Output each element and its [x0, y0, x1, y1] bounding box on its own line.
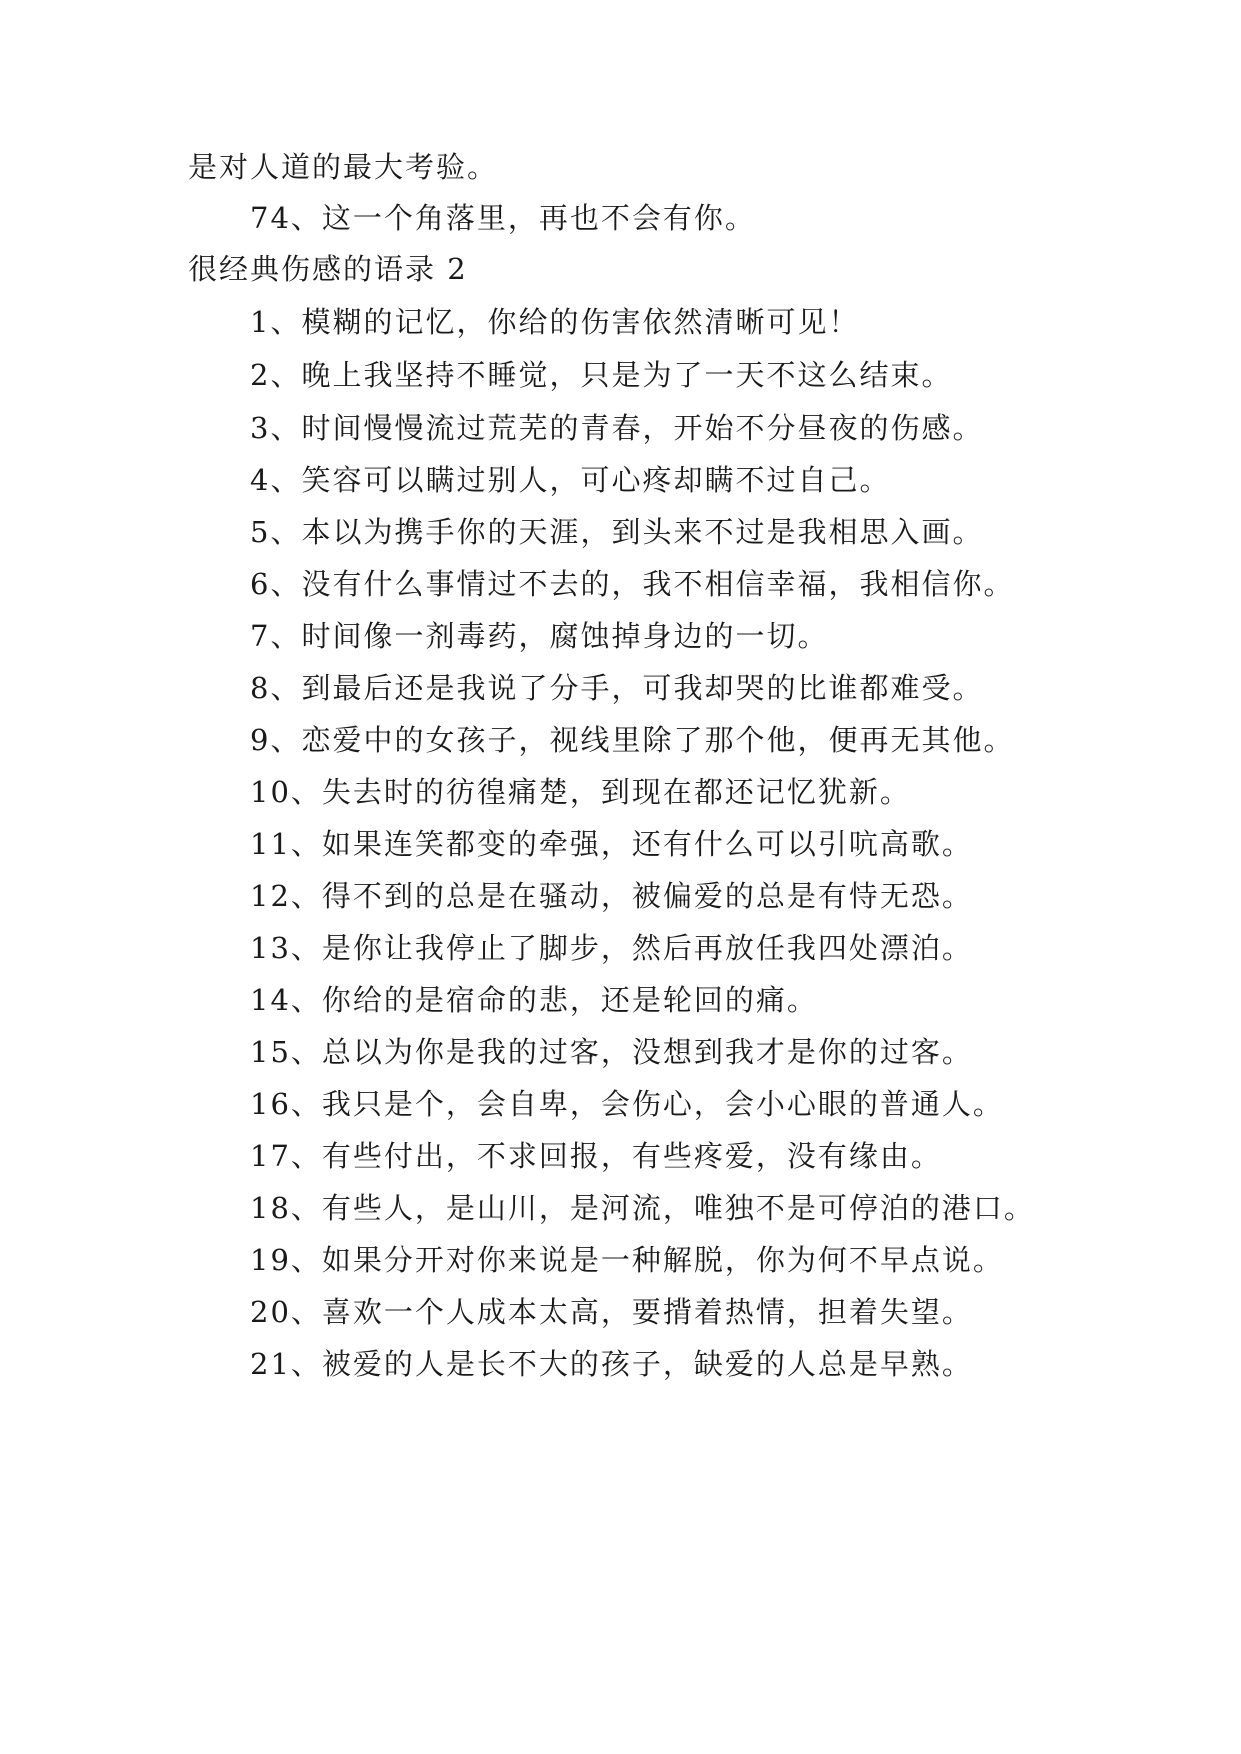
- continuation-line: 是对人道的最大考验。: [188, 150, 499, 184]
- list-item: 20、喜欢一个人成本太高，要揹着热情，担着失望。: [250, 1295, 973, 1329]
- list-item: 2、晚上我坚持不睡觉，只是为了一天不这么结束。: [250, 358, 953, 392]
- section-title: 很经典伤感的语录 2: [188, 252, 468, 286]
- list-item: 6、没有什么事情过不去的，我不相信幸福，我相信你。: [250, 567, 1015, 601]
- list-item: 7、时间像一剂毒药，腐蚀掉身边的一切。: [250, 619, 829, 653]
- list-item: 18、有些人，是山川，是河流，唯独不是可停泊的港口。: [250, 1191, 1035, 1225]
- list-item: 21、被爱的人是长不大的孩子，缺爱的人总是早熟。: [250, 1347, 973, 1381]
- list-item: 5、本以为携手你的天涯，到头来不过是我相思入画。: [250, 515, 984, 549]
- list-item: 11、如果连笑都变的牵强，还有什么可以引吭高歌。: [250, 827, 973, 861]
- list-item: 4、笑容可以瞒过别人，可心疼却瞒不过自己。: [250, 463, 891, 497]
- list-item: 14、你给的是宿命的悲，还是轮回的痛。: [250, 983, 818, 1017]
- list-item: 13、是你让我停止了脚步，然后再放任我四处漂泊。: [250, 931, 973, 965]
- list-item: 16、我只是个，会自卑，会伤心，会小心眼的普通人。: [250, 1087, 1004, 1121]
- list-item: 12、得不到的总是在骚动，被偏爱的总是有恃无恐。: [250, 879, 973, 913]
- list-item: 3、时间慢慢流过荒芜的青春，开始不分昼夜的伤感。: [250, 411, 984, 445]
- list-item: 10、失去时的彷徨痛楚，到现在都还记忆犹新。: [250, 775, 911, 809]
- list-item: 1、模糊的记忆，你给的伤害依然清晰可见！: [250, 305, 860, 339]
- list-item: 9、恋爱中的女孩子，视线里除了那个他，便再无其他。: [250, 723, 1015, 757]
- list-item-74: 74、这一个角落里，再也不会有你。: [250, 201, 756, 235]
- list-item: 15、总以为你是我的过客，没想到我才是你的过客。: [250, 1035, 973, 1069]
- list-item: 8、到最后还是我说了分手，可我却哭的比谁都难受。: [250, 671, 984, 705]
- list-item: 19、如果分开对你来说是一种解脱，你为何不早点说。: [250, 1243, 1004, 1277]
- list-item: 17、有些付出，不求回报，有些疼爱，没有缘由。: [250, 1139, 942, 1173]
